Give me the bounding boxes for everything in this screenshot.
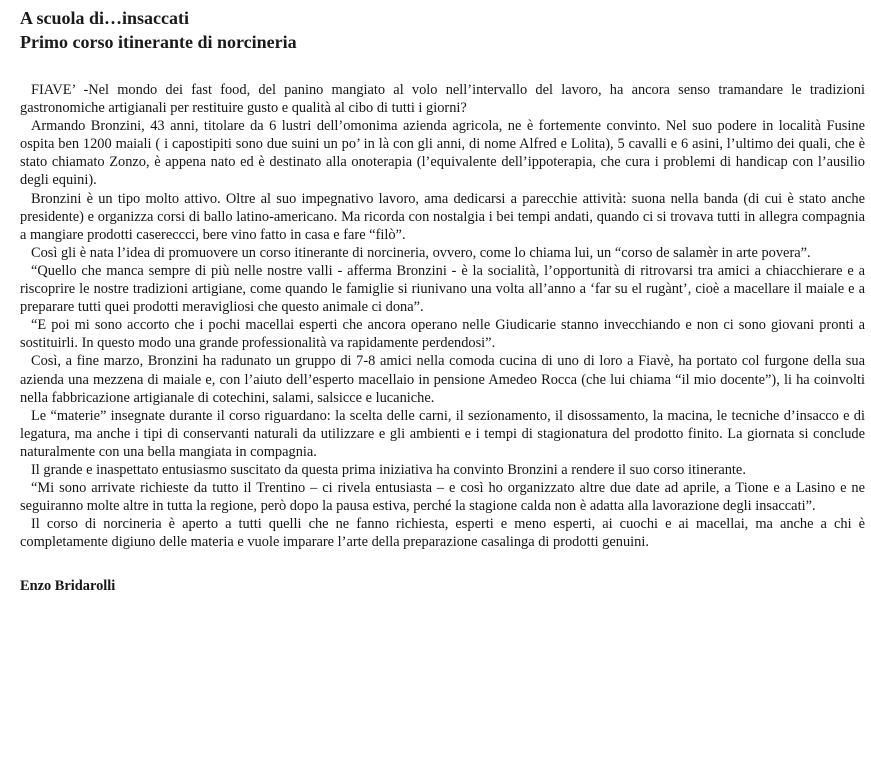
paragraph-6: “E poi mi sono accorto che i pochi macellai esperti che ancora operano nelle Giudicarie stanno invecchiando e non ci sono giovani pronti a sostituirli. In questo modo una grande professionalità va rapidamente perdendosi”. <box>20 317 865 352</box>
title-line-2: Primo corso itinerante di norcineria <box>20 32 297 52</box>
title-line-1: A scuola di…insaccati <box>20 8 190 28</box>
paragraph-1: FIAVE’ -Nel mondo dei fast food, del panino mangiato al volo nell’intervallo del lavoro, ha ancora senso tramandare le tradizioni gastronomiche artigianali per restituire gusto e qualità al cibo di tutti i giorni? <box>20 82 865 117</box>
paragraph-9: Il grande e inaspettato entusiasmo suscitato da questa prima iniziativa ha convinto Bronzini a rendere il suo corso itinerante. <box>31 461 746 478</box>
paragraph-11: Il corso di norcineria è aperto a tutti quelli che ne fanno richiesta, esperti e meno esperti, ai cuochi e ai macellai, ma anche a chi è completamente digiuno delle materia e vuole imparare l’arte della preparazione casalinga di prodotti genuini. <box>20 516 865 551</box>
article-body <box>20 81 865 551</box>
paragraph-5: “Quello che manca sempre di più nelle nostre valli - afferma Bronzini - è la socialità, l’opportunità di ritrovarsi tra amici a chiacchierare e a riscoprire le nostre tradizioni artigiane, come quando le famiglie si riunivano una volta all’anno a ‘far su el rugànt’, cioè a macellare il maiale e a preparare tutti quei prodotti meravigliosi che questo animale ci dona”. <box>20 262 865 316</box>
paragraph-3: Bronzini è un tipo molto attivo. Oltre al suo impegnativo lavoro, ama dedicarsi a parecchie attività: suona nella banda (di cui è stato anche presidente) e organizza corsi di ballo latino-americano. Ma ricorda con nostalgia i bei tempi andati, quando ci si trovava tutti in allegra compagnia a mangiare prodotti casereccci, bere vino fatto in casa e fare “filò”. <box>20 190 865 243</box>
article-title <box>20 6 865 54</box>
author-signature: Enzo Bridarolli <box>20 578 116 595</box>
paragraph-7: Così, a fine marzo, Bronzini ha radunato un gruppo di 7-8 amici nella comoda cucina di uno di loro a Fiavè, ha portato col furgone della sua azienda una mezzena di maiale e, con l’aiuto dell’esperto macellaio in pensione Amedeo Rocca (che lui chiama “il mio docente”), li ha coinvolti nella fabbricazione artigianale di cotechini, salami, salsicce e lucaniche. <box>20 353 865 406</box>
article <box>20 6 865 595</box>
paragraph-10: “Mi sono arrivate richieste da tutto il Trentino – ci rivela entusiasta – e così ho organizzato altre due date ad aprile, a Tione e a Lasino e ne seguiranno molte altre in tutta la regione, però dopo la pausa estiva, perché la stagione calda non è adatta alla lavorazione degli insaccati”. <box>20 480 865 515</box>
paragraph-4: Così gli è nata l’idea di promuovere un corso itinerante di norcineria, ovvero, come lo chiama lui, un “corso de salamèr in arte povera”. <box>31 244 811 261</box>
paragraph-2: Armando Bronzini, 43 anni, titolare da 6 lustri dell’omonima azienda agricola, ne è fortemente convinto. Nel suo podere in località Fusine ospita ben 1200 maiali ( i capostipiti sono due suini un po’ in là con gli anni, di nome Alfred e Lolita), 5 cavalli e 6 asini, l’ultimo dei quali, che è stato chiamato Zonzo, è appena nato ed è destinato alla onoterapia (l’equivalente dell’ippoterapia, che cura i problemi di handicap con l’ausilio degli equini). <box>20 118 865 189</box>
paragraph-8: Le “materie” insegnate durante il corso riguardano: la scelta delle carni, il sezionamento, il disossamento, la macina, le tecniche d’insacco e di legatura, ma anche i tipi di conservanti naturali da utilizzare e gli ambienti e i tempi di stagionatura del prodotto finito. La giornata si conclude naturalmente con una bella mangiata in compagnia. <box>20 407 865 460</box>
